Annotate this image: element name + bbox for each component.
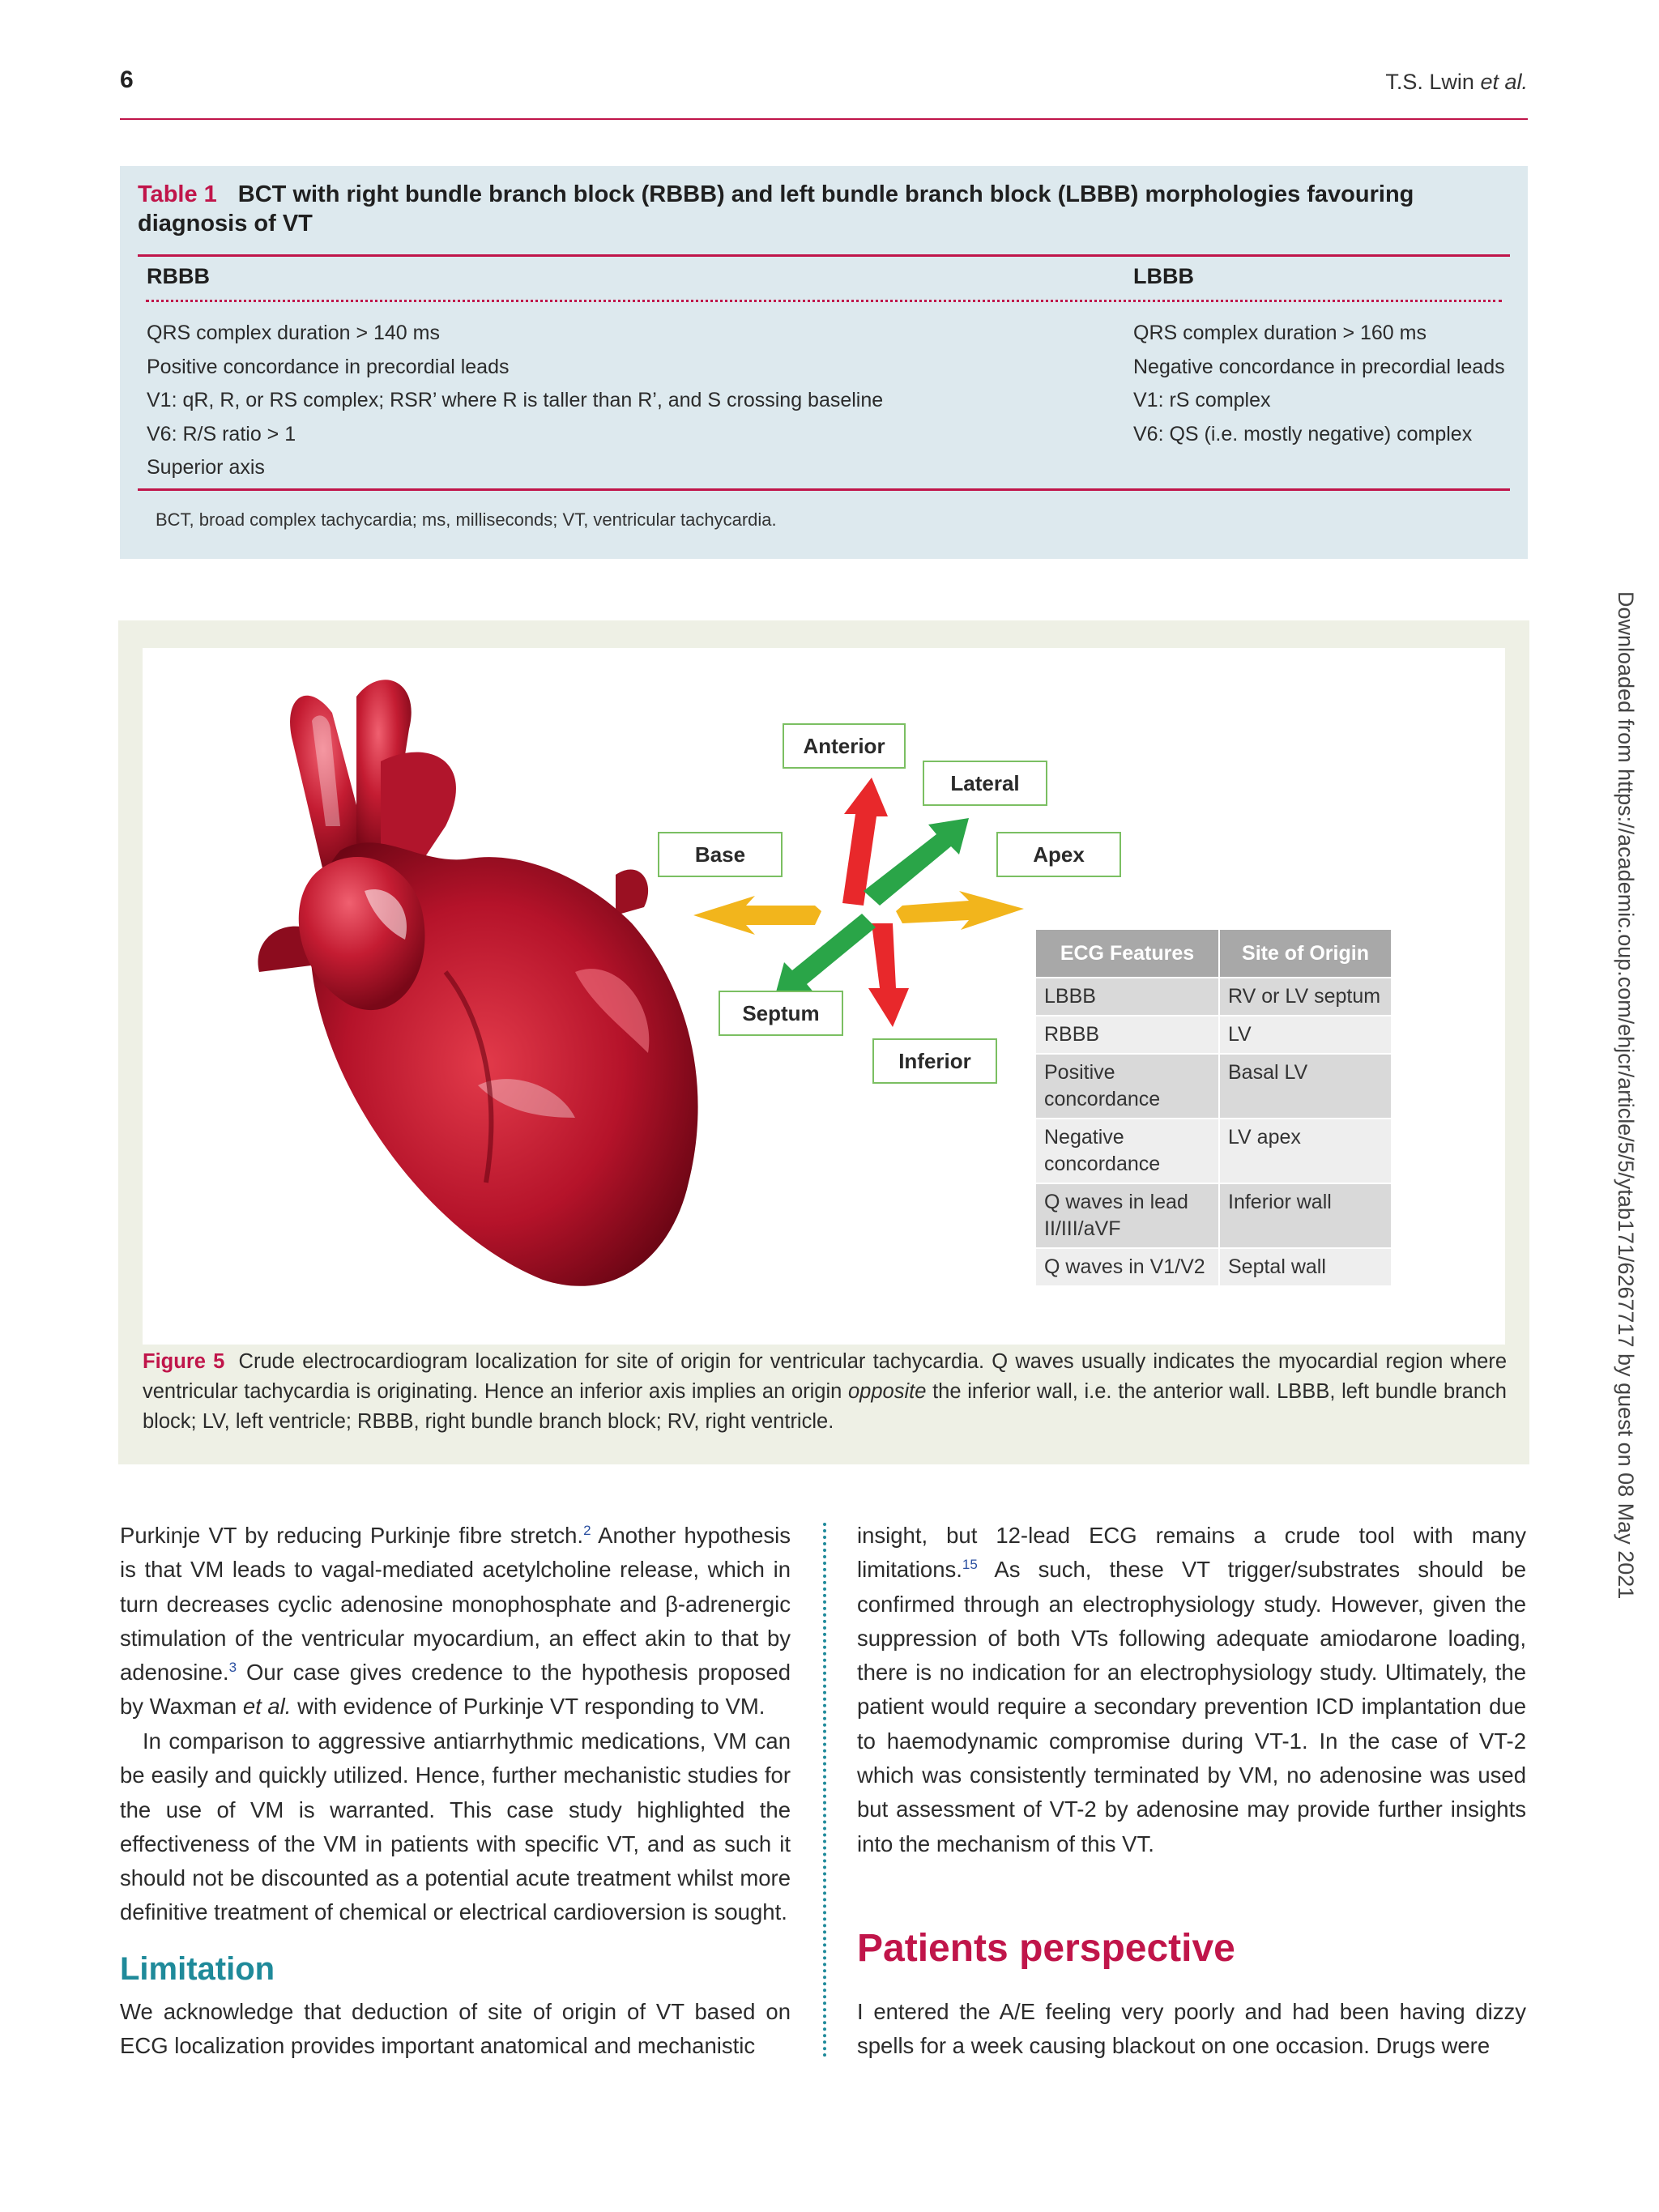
label-septum: Septum bbox=[719, 991, 843, 1036]
table-header-divider bbox=[146, 300, 1502, 302]
table-row bbox=[1035, 1054, 1392, 1119]
text-run: insight, but 12-lead ECG remains a crude tool with many limitations. bbox=[857, 1523, 1526, 1583]
table-row bbox=[1035, 978, 1392, 1016]
running-head-etal: et al. bbox=[1480, 70, 1528, 94]
table-row bbox=[1035, 1248, 1392, 1286]
text-run: with evidence of Purkinje VT responding to VM. bbox=[291, 1694, 766, 1720]
column-divider bbox=[823, 1523, 826, 2057]
text-run-italic: et al. bbox=[242, 1694, 292, 1720]
section-heading-limitation: Limitation bbox=[120, 1951, 275, 1987]
citation-link[interactable]: 3 bbox=[228, 1660, 237, 1676]
ecg-header-origin: Site of Origin bbox=[1219, 929, 1392, 978]
ecg-origin: Septal wall bbox=[1219, 1248, 1392, 1286]
paragraph: I entered the A/E feeling very poorly and had been having dizzy spells for a week causing blackout on one occasion. Drugs were bbox=[857, 1999, 1526, 2059]
table-row: V6: R/S ratio > 1 bbox=[147, 422, 296, 445]
table-row: Negative concordance in precordial leads bbox=[1133, 355, 1505, 378]
base-arrow bbox=[693, 896, 821, 935]
caption-text-1: Crude electrocardiogram localization for site of origin for ventricular tachycardia. Q waves usually indicates the myocardial region where ventricular tachycardia is originating. Hence an inferior axis implies an origin bbox=[143, 1350, 1508, 1403]
label-anterior: Anterior bbox=[783, 723, 906, 769]
running-head-author: T.S. Lwin bbox=[1385, 70, 1474, 94]
ecg-feature: LBBB bbox=[1035, 978, 1219, 1016]
column-header-rbbb: RBBB bbox=[147, 264, 210, 288]
download-note[interactable]: Downloaded from https://academic.oup.com/ehjcr/article/5/5/ytab171/6267717 by guest on 08 May 2021 bbox=[1614, 591, 1638, 1600]
ecg-header-features: ECG Features bbox=[1035, 929, 1219, 978]
table-title: BCT with right bundle branch block (RBBB) and left bundle branch block (LBBB) morphologies favouring diagnosis of VT bbox=[138, 181, 1414, 237]
label-inferior: Inferior bbox=[872, 1038, 997, 1084]
running-head bbox=[1385, 70, 1528, 95]
table-row: QRS complex duration > 140 ms bbox=[147, 322, 440, 344]
lateral-arrow bbox=[864, 818, 969, 906]
label-base: Base bbox=[658, 832, 783, 877]
citation-link[interactable]: 2 bbox=[583, 1522, 591, 1538]
paragraph: We acknowledge that deduction of site of origin of VT based on ECG localization provides important anatomical and mechanistic bbox=[120, 1999, 791, 2059]
table-row: Positive concordance in precordial leads bbox=[147, 355, 510, 378]
table-row bbox=[1035, 1183, 1392, 1248]
ecg-origin: Basal LV bbox=[1219, 1054, 1392, 1119]
label-apex: Apex bbox=[996, 832, 1121, 877]
ecg-feature: RBBB bbox=[1035, 1016, 1219, 1054]
figure-5-caption bbox=[143, 1347, 1507, 1437]
paragraph bbox=[120, 1519, 791, 1724]
table-top-rule bbox=[138, 254, 1510, 257]
ecg-origin: Inferior wall bbox=[1219, 1183, 1392, 1248]
ecg-feature: Positive concordance bbox=[1035, 1054, 1219, 1119]
ecg-feature: Q waves in lead II/III/aVF bbox=[1035, 1183, 1219, 1248]
text-run: As such, these VT trigger/substrates should be confirmed through an electrophysiology study. However, given the suppression of both VTs following adequate amiodarone loading, there is no indication for an electrophysiology study. Ultimately, the patient would require a secondary prevention ICD implantation due to haemodynamic compromise during VT-1. In the case of VT-2 which was consistently terminated by VM, no adenosine was used but assessment of VT-2 by adenosine may provide further insights into the mechanism of this VT. bbox=[857, 1557, 1526, 1856]
table-row: V6: QS (i.e. mostly negative) complex bbox=[1133, 422, 1473, 445]
table-label: Table 1 bbox=[138, 181, 217, 207]
table-bottom-rule bbox=[138, 488, 1510, 491]
table-row bbox=[1035, 1119, 1392, 1183]
text-run: Purkinje VT by reducing Purkinje fibre stretch. bbox=[120, 1523, 584, 1548]
caption-text-2: the inferior wall, i.e. the anterior wall. LBBB, left bundle branch block; LV, left ventricle; RBBB, right bundle branch block; RV, right ventricle. bbox=[143, 1380, 1507, 1433]
table-row: QRS complex duration > 160 ms bbox=[1133, 322, 1427, 344]
table-footnote: BCT, broad complex tachycardia; ms, milliseconds; VT, ventricular tachycardia. bbox=[156, 509, 777, 530]
ecg-origin: RV or LV septum bbox=[1219, 978, 1392, 1016]
ecg-feature: Q waves in V1/V2 bbox=[1035, 1248, 1219, 1286]
label-lateral: Lateral bbox=[923, 761, 1047, 806]
ecg-features-table bbox=[1034, 928, 1392, 1287]
page-number: 6 bbox=[120, 66, 134, 93]
figure-label: Figure 5 bbox=[143, 1350, 225, 1373]
text-run: Another hypothesis is that VM leads to vagal-mediated acetylcholine release, which in turn decreases cyclic adenosine monophosphate and β-adrenergic stimulation of the ventricular myocardium, an effect akin to that by adenosine. bbox=[120, 1523, 791, 1686]
ecg-feature: Negative concordance bbox=[1035, 1119, 1219, 1183]
table-row: V1: rS complex bbox=[1133, 389, 1271, 411]
apex-arrow bbox=[896, 891, 1024, 930]
citation-link[interactable]: 15 bbox=[962, 1557, 978, 1573]
ecg-origin: LV apex bbox=[1219, 1119, 1392, 1183]
paragraph: In comparison to aggressive antiarrhythmic medications, VM can be easily and quickly utilized. Hence, further mechanistic studies for the use of VM is warranted. This case study highlighted the effectiveness of the VM in patients with specific VT, and as such it should not be discounted as a potential acute treatment whilst more definitive treatment of chemical or electrical cardioversion is sought. bbox=[120, 1728, 791, 1925]
paragraph bbox=[857, 1519, 1526, 1861]
caption-italic: opposite bbox=[848, 1380, 927, 1403]
column-header-lbbb: LBBB bbox=[1133, 264, 1194, 288]
septum-arrow bbox=[774, 914, 876, 998]
ecg-origin: LV bbox=[1219, 1016, 1392, 1054]
section-heading-patients-perspective: Patients perspective bbox=[857, 1927, 1235, 1970]
table-row: V1: qR, R, or RS complex; RSR’ where R is taller than R’, and S crossing baseline bbox=[147, 389, 884, 411]
rbbb-criteria bbox=[147, 317, 1078, 485]
table-row: Superior axis bbox=[147, 456, 265, 479]
table-1-caption bbox=[138, 180, 1507, 238]
header-rule bbox=[120, 118, 1528, 120]
text-run: Our case gives credence to the hypothesis proposed by Waxman bbox=[120, 1660, 791, 1720]
inferior-arrow bbox=[868, 923, 909, 1027]
table-row bbox=[1035, 1016, 1392, 1054]
lbbb-criteria bbox=[1133, 317, 1506, 451]
